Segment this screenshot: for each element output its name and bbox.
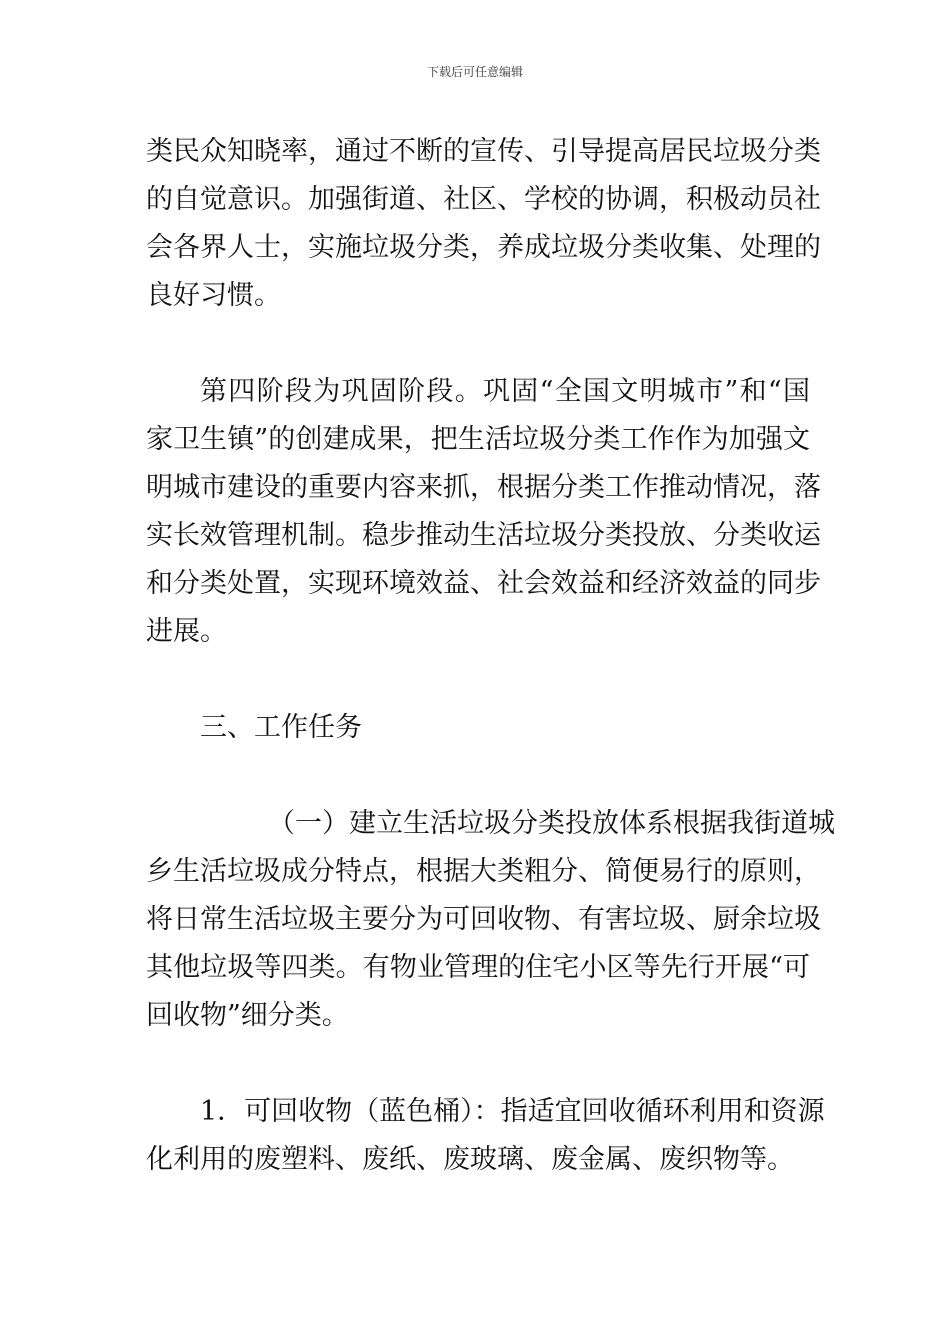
paragraph-3 [146,800,835,1040]
text-line: 的自觉意识。加强街道、社区、学校的协调，积极动员社 [146,184,821,215]
text-line: 其他垃圾等四类。有物业管理的住宅小区等先行开展“可 [146,952,810,983]
text-line: 将日常生活垃圾主要分为可回收物、有害垃圾、厨余垃圾 [146,904,821,935]
text-line: 第四阶段为巩固阶段。巩固“全国文明城市”和“国 [200,376,810,407]
text-line: 类民众知晓率，通过不断的宣传、引导提高居民垃圾分类 [146,136,821,167]
paragraph-1 [146,128,821,320]
section-heading: 三、工作任务 [200,712,362,743]
text-line: 会各界人士，实施垃圾分类，养成垃圾分类收集、处理的 [146,232,821,263]
text-line: （一）建立生活垃圾分类投放体系根据我街道城 [268,808,835,839]
text-line: 乡生活垃圾成分特点，根据大类粗分、简便易行的原则， [146,856,821,887]
paragraph-4 [146,1088,825,1184]
text-line: 和分类处置，实现环境效益、社会效益和经济效益的同步 [146,568,821,599]
paragraph-2 [146,368,821,656]
text-line: 实长效管理机制。稳步推动生活垃圾分类投放、分类收运 [146,520,821,551]
text-line: 化利用的废塑料、废纸、废玻璃、废金属、废织物等。 [146,1144,794,1175]
text-line: 明城市建设的重要内容来抓，根据分类工作推动情况，落 [146,472,821,503]
text-line: 家卫生镇”的创建成果，把生活垃圾分类工作作为加强文 [146,424,810,455]
text-line: 进展。 [146,616,227,647]
document-body [146,128,835,1184]
text-line: 良好习惯。 [146,280,281,311]
text-line: 回收物”细分类。 [146,1000,349,1031]
text-line: 1．可回收物（蓝色桶）：指适宜回收循环利用和资源 [200,1096,825,1127]
page-header: 下载后可任意编辑 [426,65,523,79]
